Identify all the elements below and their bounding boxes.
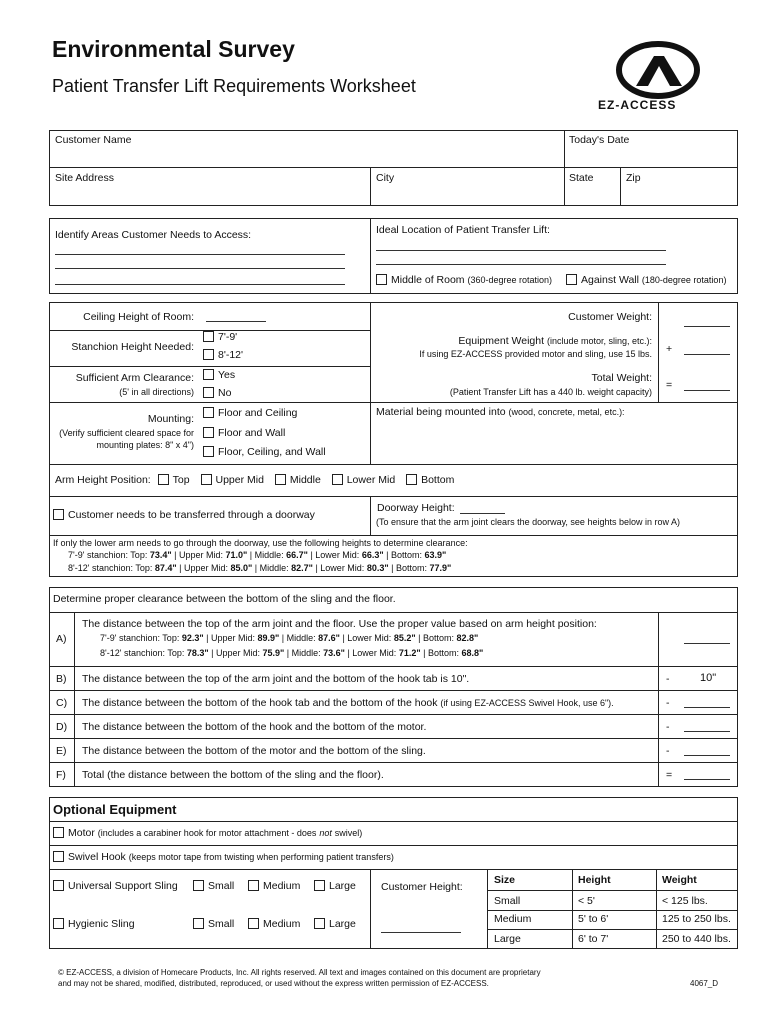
row-b-text: The distance between the top of the arm joint and the bottom of the hook tab is 10".: [82, 673, 470, 685]
hygienic-sling-option[interactable]: Hygienic Sling: [53, 918, 135, 930]
ideal-location-label: Ideal Location of Patient Transfer Lift:: [376, 224, 550, 236]
mount-floor-ceiling-wall[interactable]: Floor, Ceiling, and Wall: [203, 446, 326, 458]
row-f-op: =: [666, 769, 673, 781]
stanchion-option-7-9[interactable]: 7'-9': [203, 331, 237, 343]
against-wall-checkbox[interactable]: [566, 274, 577, 285]
row-d-text: The distance between the bottom of the hook and the bottom of the motor.: [82, 721, 427, 733]
row-d-input[interactable]: [684, 731, 730, 732]
todays-date-field[interactable]: Today's Date: [569, 134, 630, 146]
universal-sling-checkbox[interactable]: [53, 880, 64, 891]
universal-medium-checkbox[interactable]: [248, 880, 259, 891]
table-cell: Large: [494, 933, 521, 945]
mounting-label: Mounting:: [147, 413, 194, 425]
customer-name-field[interactable]: Customer Name: [55, 134, 132, 146]
hygienic-large-checkbox[interactable]: [314, 918, 325, 929]
ceiling-height-input[interactable]: [206, 321, 266, 322]
size-header: Size: [494, 874, 516, 886]
ideal-line-2[interactable]: [376, 264, 666, 265]
swivel-hook-option[interactable]: Swivel Hook (keeps motor tape from twisting when performing patient transfers): [53, 851, 394, 863]
table-cell: Medium: [494, 913, 532, 925]
mounting-note-1: (Verify sufficient cleared space for: [59, 428, 194, 438]
ceiling-height-label: Ceiling Height of Room:: [83, 311, 194, 323]
row-b-value: 10": [700, 672, 717, 684]
optional-equipment-heading: Optional Equipment: [53, 802, 177, 817]
mount-floor-wall[interactable]: Floor and Wall: [203, 427, 285, 439]
row-a-line1: 7'-9' stanchion: Top: 92.3" | Upper Mid: 89.9" | Middle: 87.6" | Lower Mid: 85.2" | Bottom: 82.8": [100, 633, 479, 643]
hygienic-small-checkbox[interactable]: [193, 918, 204, 929]
total-weight-label: Total Weight:: [591, 372, 652, 384]
arm-clearance-no-checkbox[interactable]: [203, 387, 214, 398]
doorway-height-input[interactable]: [460, 513, 505, 514]
arm-bottom-checkbox[interactable]: [406, 474, 417, 485]
motor-option[interactable]: Motor (includes a carabiner hook for motor attachment - does not swivel): [53, 827, 362, 839]
material-label: Material being mounted into (wood, concrete, metal, etc.):: [376, 406, 625, 418]
mount-floor-ceiling-wall-checkbox[interactable]: [203, 446, 214, 457]
middle-of-room-option[interactable]: Middle of Room (360-degree rotation): [376, 274, 552, 286]
hygienic-medium[interactable]: Medium: [248, 918, 300, 930]
arm-clearance-yes[interactable]: Yes: [203, 369, 235, 381]
arm-upper-mid-checkbox[interactable]: [201, 474, 212, 485]
ideal-line-1[interactable]: [376, 250, 666, 251]
areas-line-1[interactable]: [55, 254, 345, 255]
row-c-op: -: [666, 697, 670, 709]
stanchion-7-9-checkbox[interactable]: [203, 331, 214, 342]
page-subtitle: Patient Transfer Lift Requirements Worksheet: [52, 76, 416, 96]
equipment-weight-label: Equipment Weight (include motor, sling, etc.):: [458, 335, 652, 347]
middle-of-room-checkbox[interactable]: [376, 274, 387, 285]
customer-height-label: Customer Height:: [381, 881, 463, 893]
table-cell: 6' to 7': [578, 933, 609, 945]
row-c-input[interactable]: [684, 707, 730, 708]
total-weight-note: (Patient Transfer Lift has a 440 lb. weight capacity): [449, 387, 652, 397]
clearance-box: [49, 587, 738, 787]
arm-clearance-note: (5' in all directions): [119, 387, 194, 397]
doorway-height-note: (To ensure that the arm joint clears the doorway, see heights below in row A): [376, 517, 680, 527]
equipment-weight-note: If using EZ-ACCESS provided motor and sling, use 15 lbs.: [419, 349, 652, 359]
universal-small-checkbox[interactable]: [193, 880, 204, 891]
motor-checkbox[interactable]: [53, 827, 64, 838]
table-cell: < 125 lbs.: [662, 895, 708, 907]
identify-areas-label: Identify Areas Customer Needs to Access:: [55, 229, 252, 241]
table-cell: < 5': [578, 895, 595, 907]
hygienic-small[interactable]: Small: [193, 918, 234, 930]
customer-info-box: [49, 130, 738, 206]
table-cell: 125 to 250 lbs.: [662, 913, 731, 925]
copyright-line-2: and may not be shared, modified, distributed, reproduced, or used without the express written permission of EZ-ACCESS.: [58, 979, 489, 988]
row-f-letter: F): [56, 769, 66, 781]
mounting-note-2: mounting plates: 8" x 4"): [96, 440, 194, 450]
arm-bottom-option[interactable]: Bottom: [406, 474, 454, 486]
row-d-op: -: [666, 721, 670, 733]
customer-height-input[interactable]: [381, 932, 461, 933]
row-e-input[interactable]: [684, 755, 730, 756]
height-header: Height: [578, 874, 611, 886]
customer-weight-label: Customer Weight:: [568, 311, 652, 323]
mount-floor-wall-checkbox[interactable]: [203, 427, 214, 438]
row-a-input[interactable]: [684, 643, 730, 644]
row-c-letter: C): [56, 697, 68, 709]
universal-sling-option[interactable]: Universal Support Sling: [53, 880, 178, 892]
doorway-transfer-option[interactable]: Customer needs to be transferred through a doorway: [53, 509, 315, 521]
doorway-transfer-checkbox[interactable]: [53, 509, 64, 520]
areas-line-3[interactable]: [55, 284, 345, 285]
document-code: 4067_D: [690, 979, 719, 988]
row-e-letter: E): [56, 745, 67, 757]
doorway-note-line3: 8'-12' stanchion: Top: 87.4" | Upper Mid: 85.0" | Middle: 82.7" | Lower Mid: 80.3" | Bottom: 77.9": [68, 563, 452, 573]
stanchion-option-8-12[interactable]: 8'-12': [203, 349, 243, 361]
arm-clearance-label: Sufficient Arm Clearance:: [75, 372, 194, 384]
arm-top-option[interactable]: Top: [158, 474, 190, 486]
universal-large-checkbox[interactable]: [314, 880, 325, 891]
table-cell: Small: [494, 895, 521, 907]
row-a-text: The distance between the top of the arm joint and the floor. Use the proper value based on arm height position:: [82, 618, 597, 630]
hygienic-medium-checkbox[interactable]: [248, 918, 259, 929]
row-e-op: -: [666, 745, 670, 757]
row-f-text: Total (the distance between the bottom of the sling and the floor).: [82, 769, 384, 781]
row-b-letter: B): [56, 673, 67, 685]
universal-medium[interactable]: Medium: [248, 880, 300, 892]
equipment-weight-input[interactable]: [684, 354, 730, 355]
optional-equipment-box: [49, 797, 738, 949]
doorway-note-line2: 7'-9' stanchion: Top: 73.4" | Upper Mid: 71.0" | Middle: 66.7" | Lower Mid: 66.3" | Bottom: 63.9": [68, 550, 447, 560]
total-weight-input[interactable]: [684, 390, 730, 391]
hygienic-large[interactable]: Large: [314, 918, 356, 930]
arm-lower-mid-option[interactable]: Lower Mid: [332, 474, 395, 486]
areas-line-2[interactable]: [55, 268, 345, 269]
arm-clearance-no[interactable]: No: [203, 387, 231, 399]
doorway-note-line1: If only the lower arm needs to go through the doorway, use the following heights to determine clearance:: [53, 538, 468, 548]
arm-top-checkbox[interactable]: [158, 474, 169, 485]
row-a-letter: A): [56, 633, 67, 645]
row-f-input[interactable]: [684, 779, 730, 780]
plus-sign: +: [666, 343, 673, 355]
arm-upper-mid-option[interactable]: Upper Mid: [201, 474, 264, 486]
arm-clearance-yes-checkbox[interactable]: [203, 369, 214, 380]
ez-access-logo: [596, 40, 720, 116]
universal-large[interactable]: Large: [314, 880, 356, 892]
zip-field[interactable]: Zip: [626, 172, 641, 184]
clearance-heading: Determine proper clearance between the bottom of the sling and the floor.: [53, 593, 396, 605]
page-title: Environmental Survey: [52, 36, 295, 62]
row-b-op: -: [666, 673, 670, 685]
stanchion-height-label: Stanchion Height Needed:: [71, 341, 194, 353]
table-cell: 5' to 6': [578, 913, 609, 925]
weight-header: Weight: [662, 874, 697, 886]
row-d-letter: D): [56, 721, 68, 733]
copyright-line-1: © EZ-ACCESS, a division of Homecare Products, Inc. All rights reserved. All text and images contained on this document are proprietary: [58, 968, 541, 977]
row-c-text: The distance between the bottom of the hook tab and the bottom of the hook (if using EZ-ACCESS Swivel Hook, use 6").: [82, 697, 614, 709]
customer-weight-input[interactable]: [684, 326, 730, 327]
mount-floor-ceiling[interactable]: Floor and Ceiling: [203, 407, 297, 419]
row-a-line2: 8'-12' stanchion: Top: 78.3" | Upper Mid: 75.9" | Middle: 73.6" | Lower Mid: 71.2" | Bottom: 68.8": [100, 648, 484, 658]
site-address-field[interactable]: Site Address: [55, 172, 114, 184]
logo-text: EZ-ACCESS: [598, 98, 677, 112]
doorway-height-label: Doorway Height:: [377, 502, 455, 514]
row-e-text: The distance between the bottom of the motor and the bottom of the sling.: [82, 745, 426, 757]
universal-small[interactable]: Small: [193, 880, 234, 892]
against-wall-option[interactable]: Against Wall (180-degree rotation): [566, 274, 726, 286]
arm-height-row: [55, 474, 454, 486]
stanchion-8-12-checkbox[interactable]: [203, 349, 214, 360]
arm-lower-mid-checkbox[interactable]: [332, 474, 343, 485]
hygienic-sling-checkbox[interactable]: [53, 918, 64, 929]
city-field[interactable]: City: [376, 172, 395, 184]
arm-middle-option[interactable]: Middle: [275, 474, 321, 486]
mount-floor-ceiling-checkbox[interactable]: [203, 407, 214, 418]
state-field[interactable]: State: [569, 172, 594, 184]
arm-middle-checkbox[interactable]: [275, 474, 286, 485]
table-cell: 250 to 440 lbs.: [662, 933, 731, 945]
equals-sign: =: [666, 379, 673, 391]
swivel-hook-checkbox[interactable]: [53, 851, 64, 862]
arm-height-label: Arm Height Position:: [55, 474, 151, 486]
